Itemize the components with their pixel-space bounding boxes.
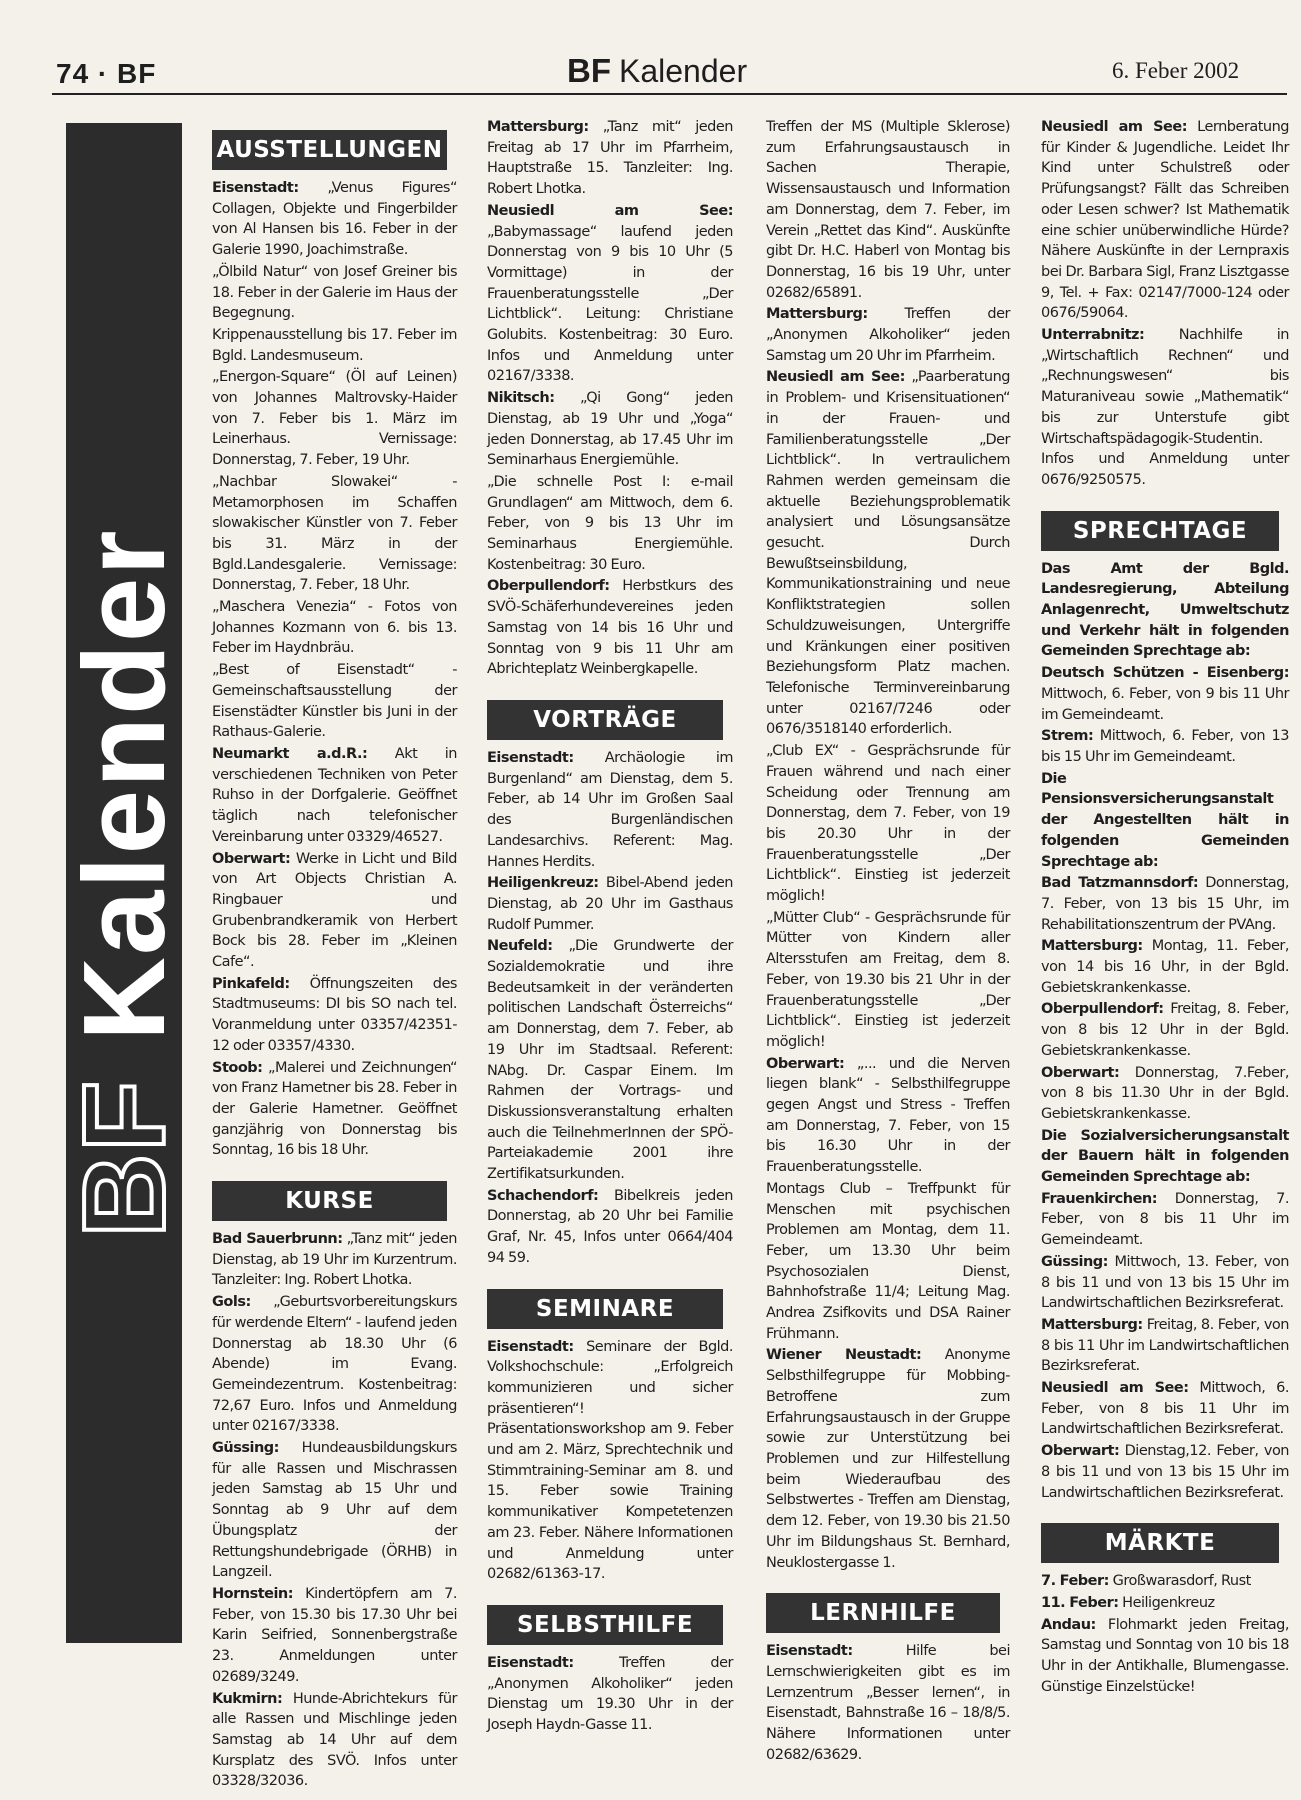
listing-place: Oberwart:: [1041, 1443, 1120, 1460]
listing-place: Strem:: [1041, 728, 1094, 745]
listing-text: Mittwoch, 6. Feber, von 13 bis 15 Uhr im Gemeindeamt.: [1041, 728, 1289, 765]
listing-place: 7. Feber:: [1041, 1573, 1109, 1590]
listing-text: „Qi Gong“ jeden Dienstag, ab 19 Uhr und „Yoga“ jeden Donnerstag, ab 17.45 Uhr im Seminarhaus Energiemühle.: [487, 390, 733, 469]
listing-entry: [212, 1689, 457, 1793]
section-heading: SEMINARE: [487, 1289, 723, 1329]
listing-text: Mittwoch, 13. Feber, von 8 bis 11 und von 13 bis 15 Uhr im Landwirtschaftlichen Bezirksreferat.: [1041, 1253, 1289, 1312]
listing-entry: [1041, 325, 1289, 491]
listing-text: Krippenausstellung bis 17. Feber im Bgld. Landesmuseum.: [212, 326, 457, 364]
listing-entry: [766, 117, 1010, 303]
listing-place: Die Sozialversicherungsanstalt der Bauern hält in folgenden Gemeinden Sprechtage ab:: [1041, 1127, 1289, 1186]
listing-place: Wiener Neustadt:: [766, 1347, 922, 1364]
header-divider: [52, 93, 1287, 95]
listing-text: „Tanz mit“ jeden Freitag ab 17 Uhr im Pfarrheim, Hauptstraße 15. Tanzleiter: Ing. Robert Lhotka.: [487, 119, 733, 198]
listing-place: Oberpullendorf:: [487, 578, 610, 595]
section-heading: SPRECHTAGE: [1041, 511, 1279, 551]
listing-entry: [766, 741, 1010, 907]
listing-entry: [487, 1186, 733, 1269]
listing-entry: [212, 178, 457, 261]
listing-text: Herbstkurs des SVÖ-Schäferhundevereines jeden Samstag von 14 bis 16 Uhr und Sonntag von 9 bis 11 Uhr am Abrichteplatz Weinbergkapelle.: [487, 578, 733, 678]
listing-entry: [487, 936, 733, 1184]
listing-place: Mattersburg:: [487, 119, 589, 135]
listing-place: Gols:: [212, 1294, 251, 1311]
listing-text: Hilfe bei Lernschwierigkeiten gibt es im Lernzentrum „Besser lernen“, in Eisenstadt, Bahnstraße 16 – 18/8/5. Nähere Informationen unter 02682/63629.: [766, 1643, 1010, 1763]
listing-entry: [766, 1641, 1010, 1765]
side-banner-word: Kalender: [59, 528, 189, 1041]
listing-text: Lernberatung für Kinder & Jugendliche. Leidet Ihr Kind unter Schulstreß oder Prüfungsangst? Fällt das Schreiben oder Lesen schwer? Ist Mathematik eine schier unüberwindliche Hürde? Nähere Auskünfte in der Lernpraxis bei Dr. Barbara Sigl, Franz Lisztgasse 9, Tel. + Fax: 02147/7000-124 oder 0676/59064.: [1041, 119, 1289, 322]
listing-entry: [1041, 726, 1289, 767]
page-title: [567, 52, 747, 90]
section-heading: AUSSTELLUNGEN: [212, 130, 447, 170]
listing-text: Mittwoch, 6. Feber, von 8 bis 11 Uhr im Landwirtschaftlichen Bezirksreferat.: [1041, 1380, 1290, 1438]
listing-entry: [212, 1584, 457, 1688]
listing-entry: [212, 974, 457, 1057]
listing-place: Mattersburg:: [1041, 938, 1143, 955]
column-4: [1041, 117, 1289, 1699]
side-banner-text: [59, 528, 189, 1238]
listing-text: Hundeausbildungskurs für alle Rassen und Mischrassen jeden Samstag ab 15 Uhr und Sonntag ab 9 Uhr auf dem Übungsplatz der Rettungshundebrigade (ÖRHB) in Langzeil.: [212, 1440, 457, 1581]
listing-place: 11. Feber:: [1041, 1595, 1119, 1611]
listing-place: Pinkafeld:: [212, 975, 290, 992]
listing-place: Mattersburg:: [1041, 1316, 1143, 1333]
listing-entry: [487, 117, 733, 200]
listing-text: Montags Club – Treffpunkt für Menschen mit psychischen Problemen am Montag, dem 11. Feber, um 13.30 Uhr beim Psychosozialen Dienst, Bahnhofstraße 11/4; Leitung Mag. Andrea Zsifkovits und DSA Rainer Frühmann.: [766, 1180, 1010, 1342]
listing-entry: [487, 1653, 733, 1736]
listing-entry: [212, 660, 457, 743]
listing-place: Oberwart:: [766, 1055, 845, 1072]
listing-text: Öffnungszeiten des Stadtmuseums: DI bis SO nach tel. Voranmeldung unter 03357/42351-12 oder 03357/4330.: [212, 975, 457, 1054]
listing-entry: [1041, 663, 1289, 725]
listing-place: Neusiedl am See:: [1041, 1380, 1189, 1397]
listing-entry: [766, 367, 1010, 740]
listing-text: Anonyme Selbsthilfegruppe für Mobbing-Betroffene zum Erfahrungsaustausch in der Gruppe sowie zur Unterstützung bei Problemen und zur Hilfestellung beim Wiederaufbau des Selbstwertes - Treffen am Dienstag, dem 12. Feber, von 19.30 bis 21.50 Uhr im Bildungshaus St. Bernhard, Neuklostergasse 1.: [766, 1347, 1010, 1571]
listing-entry: [487, 1337, 733, 1585]
listing-place: Andau:: [1041, 1616, 1096, 1633]
listing-text: Großwarasdorf, Rust: [1108, 1573, 1251, 1590]
listing-entry: [212, 1438, 457, 1583]
listing-entry: [212, 325, 457, 366]
listing-place: Bad Sauerbrunn:: [212, 1231, 343, 1248]
listing-text: „Ölbild Natur“ von Josef Greiner bis 18. Feber in der Galerie im Haus der Begegnung.: [212, 263, 457, 322]
listing-text: Heiligenkreuz: [1118, 1595, 1215, 1611]
listing-place: Eisenstadt:: [487, 1338, 574, 1355]
listing-place: Deutsch Schützen - Eisenberg:: [1041, 665, 1289, 682]
listing-text: Nachhilfe in „Wirtschaftlich Rechnen“ und „Rechnungswesen“ bis Maturaniveau sowie „Mathematik“ bis zur Unterstufe gibt Wirtschaftspädagogik-Studentin. Infos und Anmeldung unter 0676/9250575.: [1041, 327, 1289, 488]
listing-text: Dienstag,12. Feber, von 8 bis 11 und von 13 bis 15 Uhr im Landwirtschaftlichen Bezirksreferat.: [1041, 1443, 1289, 1501]
listing-text: „Paarberatung in Problem- und Krisensituationen“ in der Frauen- und Familienberatungsstelle „Der Lichtblick“. In vertraulichem Rahmen werden gemeinsam die aktuelle Beziehungsproblematik analysiert und Lösungsansätze gesucht. Durch Bewußtseinsbildung, Kommunikationstraining und neue Konfliktstrategien sollen Schuldzuweisungen, Untergriffe und Kränkungen einer positiven Beziehungsform Platz machen. Telefonische Terminvereinbarung unter 02167/7246 oder 0676/3518140 erforderlich.: [766, 369, 1010, 738]
listing-text: Donnerstag, 7. Feber, von 13 bis 15 Uhr, im Rehabilitationszentrum der PVAng.: [1041, 875, 1289, 933]
listing-place: Güssing:: [212, 1440, 279, 1457]
listing-text: „Tanz mit“ jeden Dienstag, ab 19 Uhr im Kurzentrum. Tanzleiter: Ing. Robert Lhotka.: [212, 1231, 457, 1289]
listing-text: Bibelkreis jeden Donnerstag, ab 20 Uhr bei Familie Graf, Nr. 45, Infos unter 0664/404 94 59.: [487, 1187, 733, 1266]
listing-text: „Venus Figures“ Collagen, Objekte und Fingerbilder von Al Hansen bis 16. Feber in der Galerie 1990, Joachimstraße.: [212, 180, 457, 259]
section-heading: VORTRÄGE: [487, 700, 723, 740]
listing-entry: [766, 1179, 1010, 1345]
listing-text: Seminare der Bgld. Volkshochschule: „Erfolgreich kommunizieren und sicher präsentieren“! Präsentationsworkshop am 9. Feber und am 2. März, Sprechtechnik und Stimmtraining-Seminar am 8. und 15. Feber sowie Training kommunikativer Kompetetenzen am 23. Feber. Nähere Informationen und Anmeldung unter 02682/61363-17.: [487, 1338, 733, 1583]
listing-entry: [766, 1054, 1010, 1178]
section-heading: SELBSTHILFE: [487, 1605, 723, 1645]
title-text: Kalender: [619, 53, 748, 89]
listing-text: Freitag, 8. Feber, von 8 bis 11 Uhr im Landwirtschaftlichen Bezirksreferat.: [1041, 1316, 1289, 1375]
listing-entry: [212, 744, 457, 848]
listing-entry: [1041, 117, 1289, 324]
listing-text: „Die Grundwerte der Sozialdemokratie und ihre Bedeutsamkeit in der veränderten politischen Landschaft Österreichs“ am Donnerstag, dem 7. Feber, ab 19 Uhr im Stadtsaal. Referent: NAbg. Dr. Caspar Einem. Im Rahmen der Vortrags- und Diskussionsveranstaltung erhalten auch die TeilnehmerInnen der SPÖ-Parteiakademie 2001 ihre Zertifikatsurkunden.: [487, 938, 733, 1183]
listing-entry: [1041, 1126, 1289, 1188]
listing-place: Oberwart:: [212, 850, 291, 867]
listing-text: „Club EX“ - Gesprächsrunde für Frauen während und nach einer Scheidung oder Trennung am Donnerstag, dem 7. Feber, von 19 bis 20.30 Uhr in der Frauenberatungsstelle „Der Lichtblick“. Einstieg ist jederzeit möglich!: [766, 743, 1010, 905]
page-number: 74 · BF: [56, 58, 157, 89]
column-3: [766, 117, 1010, 1766]
listing-text: Werke in Licht und Bild von Art Objects Christian A. Ringbauer und Grubenbrandkeramik von Herbert Bock bis 28. Feber im „Kleinen Cafe“.: [212, 850, 457, 971]
listing-place: Eisenstadt:: [487, 1655, 574, 1671]
listing-entry: [1041, 559, 1289, 663]
listing-entry: [1041, 1315, 1289, 1377]
listing-text: Hunde-Abrichtekurs für alle Rassen und Mischlinge jeden Samstag ab 14 Uhr auf dem Kursplatz des SVÖ. Infos unter 03328/32036.: [212, 1690, 457, 1790]
listing-place: Nikitsch:: [487, 390, 555, 407]
listing-place: Neusiedl am See:: [487, 202, 733, 219]
listing-place: Das Amt der Bgld. Landesregierung, Abteilung Anlagenrecht, Umweltschutz und Verkehr hält in folgenden Gemeinden Sprechtage ab:: [1041, 560, 1289, 660]
listing-place: Güssing:: [1041, 1253, 1108, 1270]
listing-text: Kindertöpfern am 7. Feber, von 15.30 bis 17.30 Uhr bei Karin Seifried, Sonnenbergstraße 23. Anmeldungen unter 02689/3249.: [212, 1586, 457, 1685]
listing-place: Unterrabnitz:: [1041, 327, 1145, 344]
listing-place: Neusiedl am See:: [1041, 119, 1187, 135]
listing-text: Treffen der „Anonymen Alkoholiker“ jeden Samstag um 20 Uhr im Pfarrheim.: [766, 306, 1010, 364]
listing-place: Oberpullendorf:: [1041, 1001, 1164, 1018]
listing-text: Flohmarkt jeden Freitag, Samstag und Sonntag von 10 bis 18 Uhr in der Antikhalle, Blumengasse. Günstige Einzelstücke!: [1041, 1616, 1289, 1695]
listing-text: Treffen der „Anonymen Alkoholiker“ jeden Dienstag um 19.30 Uhr in der Joseph Haydn-Gasse 11.: [487, 1655, 733, 1734]
listing-place: Neusiedl am See:: [766, 369, 905, 386]
listing-entry: [766, 1345, 1010, 1573]
side-banner-bf: BF: [59, 1078, 189, 1238]
listing-place: Eisenstadt:: [766, 1643, 853, 1660]
listing-text: „Die schnelle Post I: e-mail Grundlagen“ am Mittwoch, dem 6. Feber, von 9 bis 13 Uhr im Seminarhaus Energiemühle. Kostenbeitrag: 30 Euro.: [487, 473, 733, 573]
listing-entry: [1041, 999, 1289, 1061]
listing-text: „Nachbar Slowakei“ - Metamorphosen im Schaffen slowakischer Künstler von 7. Feber bis 31. März in der Bgld.Landesgalerie. Vernissage: Donnerstag, 7. Feber, 18 Uhr.: [212, 473, 457, 594]
listing-place: Hornstein:: [212, 1586, 294, 1602]
listing-text: „Maschera Venezia“ - Fotos von Johannes Kozmann von 6. bis 13. Feber im Haydnbräu.: [212, 599, 457, 657]
listing-entry: [1041, 1189, 1289, 1251]
listing-entry: [212, 262, 457, 324]
listing-text: „Energon-Square“ (Öl auf Leinen) von Johannes Maltrovsky-Haider von 7. Feber bis 1. März im Leinerhaus. Vernissage: Donnerstag, 7. Feber, 19 Uhr.: [212, 369, 457, 469]
listing-text: Donnerstag, 7. Feber, von 8 bis 11 Uhr im Gemeindeamt.: [1041, 1190, 1289, 1249]
column-2: [487, 117, 733, 1737]
listing-entry: [1041, 936, 1289, 998]
listing-text: „Best of Eisenstadt“ - Gemeinschaftsausstellung der Eisenstädter Künstler bis Juni in der Rathaus-Galerie.: [212, 662, 457, 741]
listing-entry: [212, 1058, 457, 1162]
listing-text: „... und die Nerven liegen blank“ - Selbsthilfegruppe gegen Angst und Stress - Treffen am Donnerstag, 7. Feber, von 15 bis 16.30 Uhr in der Frauenberatungsstelle.: [766, 1055, 1010, 1176]
listing-entry: [212, 597, 457, 659]
listing-entry: [1041, 1441, 1289, 1503]
listing-entry: [766, 304, 1010, 366]
listing-place: Heiligenkreuz:: [487, 875, 599, 892]
listing-entry: [1041, 1615, 1289, 1698]
listing-place: Bad Tatzmannsdorf:: [1041, 875, 1199, 892]
listing-entry: [487, 472, 733, 576]
listing-place: Kukmirn:: [212, 1690, 283, 1707]
listing-text: „Babymassage“ laufend jeden Donnerstag von 9 bis 10 Uhr (5 Vormittage) in der Frauenberatungsstelle „Der Lichtblick“. Leitung: Christiane Golubits. Kostenbeitrag: 30 Euro. Infos und Anmeldung unter 02167/3338.: [487, 223, 733, 385]
side-banner: [59, 123, 189, 1643]
section-heading: KURSE: [212, 1181, 447, 1221]
listing-place: Neufeld:: [487, 938, 553, 955]
listing-text: Mittwoch, 6. Feber, von 9 bis 11 Uhr im Gemeindeamt.: [1041, 685, 1289, 723]
listing-place: Neumarkt a.d.R.:: [212, 745, 368, 762]
column-1: [212, 118, 457, 1793]
listing-place: Eisenstadt:: [487, 749, 574, 766]
listing-entry: [487, 201, 733, 387]
listing-entry: [487, 873, 733, 935]
listing-entry: [487, 576, 733, 680]
title-logo: BF: [567, 52, 611, 89]
listing-entry: [212, 472, 457, 596]
listing-entry: [1041, 1378, 1289, 1440]
listing-place: Schachendorf:: [487, 1187, 599, 1204]
listing-text: Treffen der MS (Multiple Sklerose) zum Erfahrungsaustausch in Sachen Therapie, Wissensaustausch und Information am Donnerstag, dem 7. Feber, im Verein „Rettet das Kind“. Auskünfte gibt Dr. H.C. Haberl von Montag bis Donnerstag, 16 bis 19 Uhr, unter 02682/65891.: [766, 119, 1010, 301]
listing-text: Freitag, 8. Feber, von 8 bis 12 Uhr in der Bgld. Gebietskrankenkasse.: [1041, 1001, 1289, 1059]
listing-text: Montag, 11. Feber, von 14 bis 16 Uhr, in der Bgld. Gebietskrankenkasse.: [1041, 938, 1289, 996]
listing-place: Mattersburg:: [766, 306, 868, 323]
section-heading: MÄRKTE: [1041, 1523, 1279, 1563]
listing-entry: [1041, 1571, 1289, 1592]
listing-entry: [1041, 769, 1289, 873]
listing-text: „Malerei und Zeichnungen“ von Franz Hametner bis 28. Feber in der Galerie Hametner. Geöffnet ganzjährig von Donnerstag bis Sonntag, 16 bis 18 Uhr.: [212, 1059, 457, 1159]
listing-text: „Geburtsvorbereitungskurs für werdende Eltern“ - laufend jeden Donnerstag ab 18.30 Uhr (6 Abende) im Evang. Gemeindezentrum. Kostenbeitrag: 72,67 Euro. Infos und Anmeldung unter 02167/3338.: [212, 1294, 457, 1435]
issue-date: 6. Feber 2002: [1112, 58, 1240, 83]
listing-text: Akt in verschiedenen Techniken von Peter Ruhso in der Dorfgalerie. Geöffnet täglich nach telefonischer Vereinbarung unter 03329/46527.: [212, 745, 457, 845]
listing-entry: [212, 849, 457, 973]
listing-entry: [1041, 873, 1289, 935]
listing-place: Oberwart:: [1041, 1064, 1120, 1081]
listing-text: Donnerstag, 7.Feber, von 8 bis 11.30 Uhr in der Bgld. Gebietskrankenkasse.: [1041, 1064, 1289, 1122]
listing-place: Stoob:: [212, 1059, 263, 1076]
section-heading: LERNHILFE: [766, 1593, 1000, 1633]
listing-entry: [1041, 1252, 1289, 1314]
listing-entry: [1041, 1063, 1289, 1125]
listing-entry: [212, 1292, 457, 1437]
listing-text: Archäologie im Burgenland“ am Dienstag, dem 5. Feber, ab 14 Uhr im Großen Saal des Burgenländischen Landesarchivs. Referent: Mag. Hannes Herdits.: [487, 749, 733, 870]
listing-entry: [212, 1229, 457, 1291]
listing-entry: [212, 367, 457, 471]
listing-entry: [766, 908, 1010, 1053]
listing-place: Eisenstadt:: [212, 180, 299, 196]
listing-place: Die Pensionsversicherungsanstalt der Angestellten hält in folgenden Gemeinden Sprechtage ab:: [1041, 770, 1289, 870]
listing-place: Frauenkirchen:: [1041, 1190, 1158, 1207]
listing-text: Bibel-Abend jeden Dienstag, ab 20 Uhr im Gasthaus Rudolf Pummer.: [487, 875, 733, 933]
listing-text: „Mütter Club“ - Gesprächsrunde für Mütter von Kindern aller Altersstufen am Freitag, dem 8. Feber, von 19.30 bis 21 Uhr in der Frauenberatungsstelle „Der Lichtblick“. Einstieg ist jederzeit möglich!: [766, 909, 1010, 1050]
listing-entry: [487, 748, 733, 872]
listing-entry: [487, 388, 733, 471]
listing-entry: [1041, 1593, 1289, 1614]
